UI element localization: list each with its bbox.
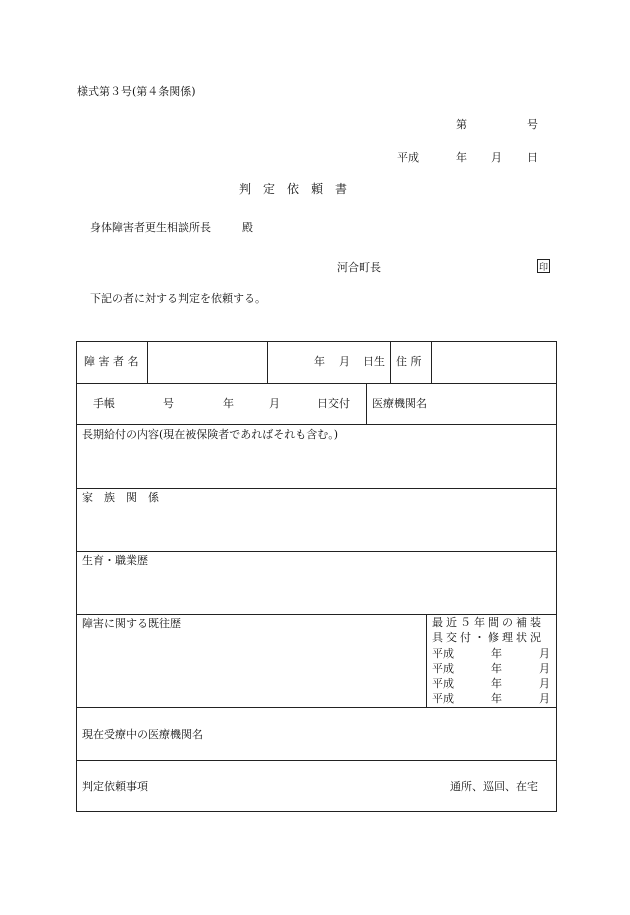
document-title: 判 定 依 頼 書 xyxy=(239,182,348,196)
aid-row-month: 月 xyxy=(539,662,550,675)
aid-row-era: 平成 xyxy=(432,692,454,705)
notebook-month-label: 月 xyxy=(269,397,280,410)
row-divider xyxy=(77,488,556,489)
current-medical-institution-label: 現在受療中の医療機関名 xyxy=(82,728,203,741)
aid-row-month: 月 xyxy=(539,677,550,690)
date-day: 日 xyxy=(527,151,538,164)
long-term-benefit-label: 長期給付の内容(現在被保険者であればそれも含む。) xyxy=(82,428,339,441)
upbringing-career-label: 生育・職業歴 xyxy=(82,554,148,567)
aid-row-month: 月 xyxy=(539,692,550,705)
disabled-person-name-label: 障 害 者 名 xyxy=(84,355,139,368)
aid-row-era: 平成 xyxy=(432,677,454,690)
request-options: 通所、巡回、在宅 xyxy=(450,780,538,793)
row-divider xyxy=(77,551,556,552)
family-relations-label: 家 族 関 係 xyxy=(82,491,159,504)
addressee-name: 身体障害者更生相談所長 xyxy=(90,221,211,234)
birth-year-label: 年 xyxy=(314,355,325,368)
aid-row-year: 年 xyxy=(491,677,502,690)
birth-day-label: 日生 xyxy=(363,355,385,368)
document-number-suffix: 号 xyxy=(527,118,538,131)
prosthetic-aid-heading-line1: 最近５年間の補装 xyxy=(432,616,544,629)
form-table xyxy=(76,341,557,812)
judgment-request-label: 判定依頼事項 xyxy=(82,780,148,793)
row-divider xyxy=(77,383,556,384)
aid-row-year: 年 xyxy=(491,647,502,660)
row-divider xyxy=(77,760,556,761)
notebook-number-label: 号 xyxy=(163,397,174,410)
row-divider xyxy=(77,424,556,425)
aid-row-era: 平成 xyxy=(432,647,454,660)
date-month: 月 xyxy=(491,151,502,164)
document-number-prefix: 第 xyxy=(456,118,467,131)
date-era: 平成 xyxy=(397,151,419,164)
notebook-year-label: 年 xyxy=(223,397,234,410)
aid-row-year: 年 xyxy=(491,662,502,675)
disability-history-label: 障害に関する既往歴 xyxy=(82,617,181,630)
cell-divider xyxy=(431,342,432,383)
date-year: 年 xyxy=(456,151,467,164)
cell-divider xyxy=(267,342,268,383)
cell-divider xyxy=(366,383,367,424)
sender-name: 河合町長 xyxy=(337,261,381,274)
medical-institution-label: 医療機関名 xyxy=(372,397,427,410)
cell-divider xyxy=(426,614,427,707)
row-divider xyxy=(77,707,556,708)
birth-month-label: 月 xyxy=(339,355,350,368)
notebook-label: 手帳 xyxy=(93,397,115,410)
cell-divider xyxy=(147,342,148,383)
row-divider xyxy=(77,614,556,615)
seal-mark-icon: 印 xyxy=(537,259,550,273)
intro-text: 下記の者に対する判定を依頼する。 xyxy=(90,292,266,305)
addressee-honorific: 殿 xyxy=(242,221,253,234)
cell-divider xyxy=(390,342,391,383)
aid-row-era: 平成 xyxy=(432,662,454,675)
aid-row-month: 月 xyxy=(539,647,550,660)
notebook-issued-label: 日交付 xyxy=(317,397,350,410)
address-label: 住 所 xyxy=(396,355,422,368)
prosthetic-aid-heading-line2: 具交付・修理状況 xyxy=(432,631,544,644)
form-number: 様式第３号(第４条関係) xyxy=(77,85,196,98)
aid-row-year: 年 xyxy=(491,692,502,705)
